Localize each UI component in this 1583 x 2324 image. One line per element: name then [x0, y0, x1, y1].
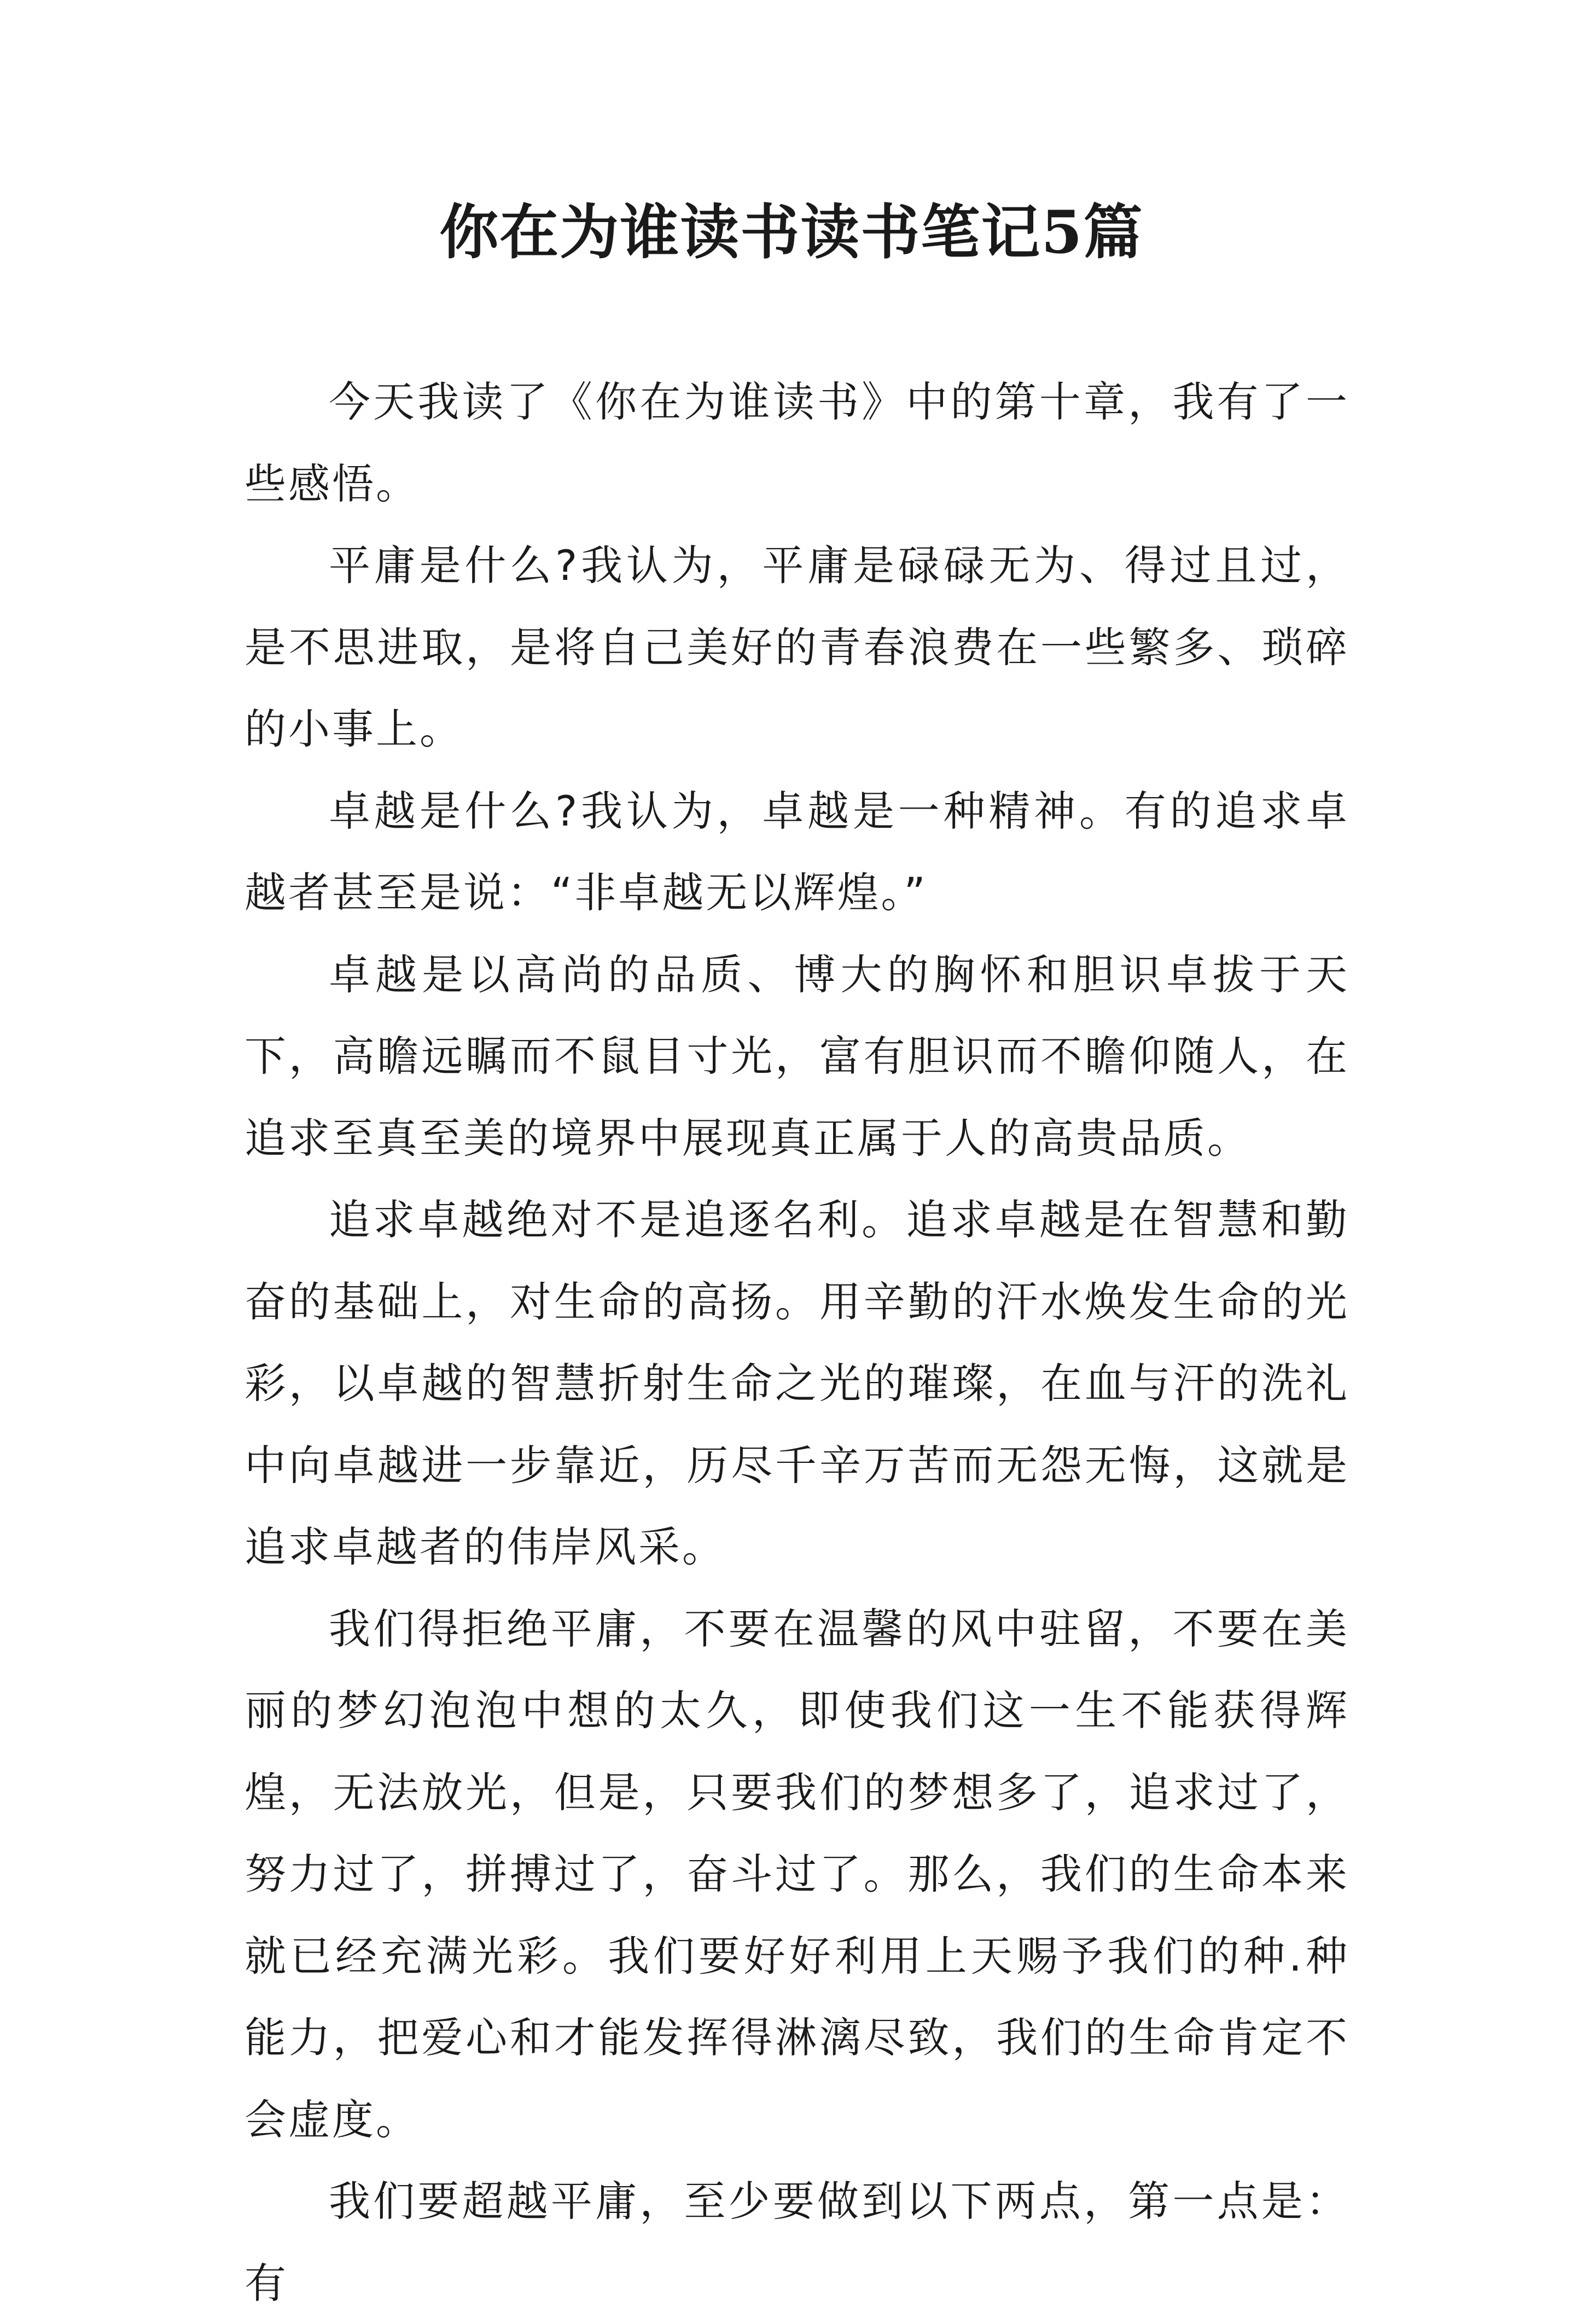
- document-body: [245, 361, 1349, 2324]
- paragraph: 今天我读了《你在为谁读书》中的第十章，我有了一些感悟。: [245, 377, 1349, 508]
- paragraph: 我们要超越平庸，至少要做到以下两点，第一点是：有: [245, 2177, 1349, 2308]
- paragraph: 我们得拒绝平庸，不要在温馨的风中驻留，不要在美丽的梦幻泡泡中想的太久，即使我们这一生不能获得辉煌，无法放光，但是，只要我们的梦想多了，追求过了，努力过了，拼搏过了，奋斗过了。那么，我们的生命本来就已经充满光彩。我们要好好利用上天赐予我们的种.种能力，把爱心和才能发挥得淋漓尽致，我们的生命肯定不会虚度。: [245, 1604, 1349, 2144]
- paragraph: 卓越是什么?我认为，卓越是一种精神。有的追求卓越者甚至是说：“非卓越无以辉煌。”: [245, 786, 1349, 917]
- document-title: 你在为谁读书读书笔记5篇: [439, 198, 1144, 267]
- paragraph: 追求卓越绝对不是追逐名利。追求卓越是在智慧和勤奋的基础上，对生命的高扬。用辛勤的汗水焕发生命的光彩，以卓越的智慧折射生命之光的璀璨，在血与汗的洗礼中向卓越进一步靠近，历尽千辛万苦而无怨无悔，这就是追求卓越者的伟岸风采。: [245, 1195, 1349, 1571]
- paragraph: 平庸是什么?我认为，平庸是碌碌无为、得过且过，是不思进取，是将自己美好的青春浪费在一些繁多、琐碎的小事上。: [245, 541, 1349, 753]
- paragraph: 卓越是以高尚的品质、博大的胸怀和胆识卓拔于天下，高瞻远瞩而不鼠目寸光，富有胆识而不瞻仰随人，在追求至真至美的境界中展现真正属于人的高贵品质。: [245, 950, 1349, 1163]
